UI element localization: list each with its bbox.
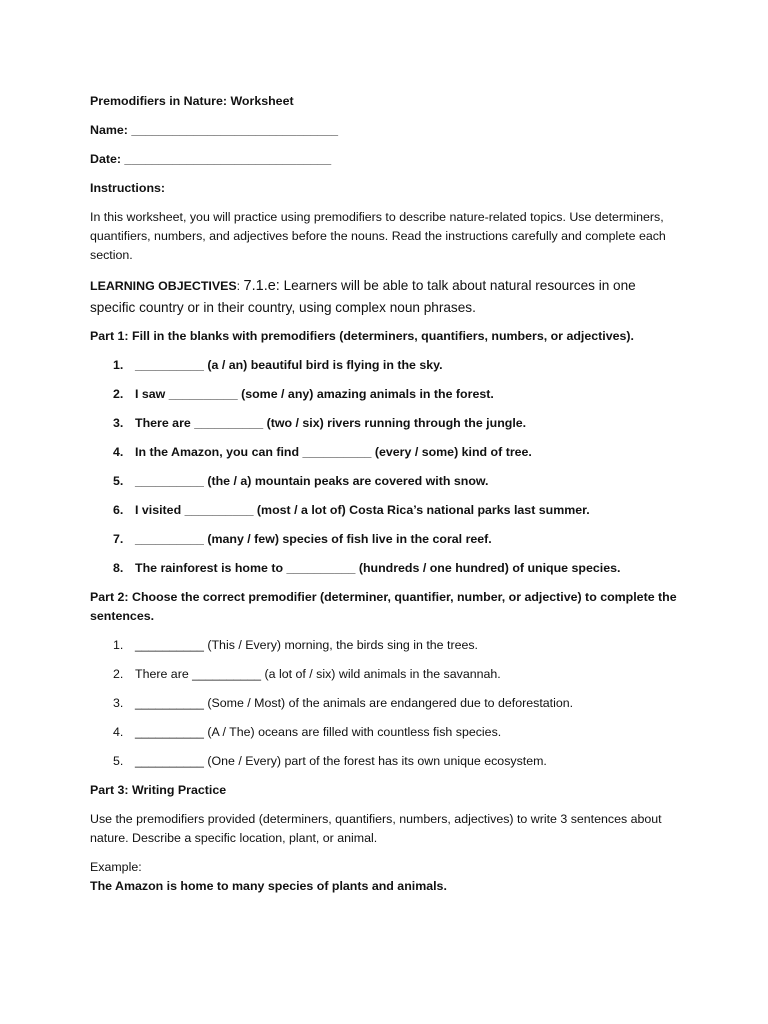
list-item <box>90 530 680 549</box>
instructions-text: In this worksheet, you will practice using premodifiers to describe nature-related topics. Use determiners, quantifiers, numbers, and adjectives before the nouns. Read the instructions carefully and complete each section. <box>90 210 666 262</box>
list-item <box>90 636 680 655</box>
list-item <box>90 414 680 433</box>
item-number: 3. <box>113 416 124 430</box>
item-text: The rainforest is home to __________ (hundreds / one hundred) of unique species. <box>135 561 621 575</box>
item-number: 4. <box>113 725 124 739</box>
item-text: __________ (One / Every) part of the forest has its own unique ecosystem. <box>135 754 547 768</box>
item-number: 5. <box>113 754 124 768</box>
part3-text: Use the premodifiers provided (determiners, quantifiers, numbers, adjectives) to write 3 sentences about nature. Describe a specific location, plant, or animal. <box>90 812 662 845</box>
item-text: __________ (a / an) beautiful bird is flying in the sky. <box>135 358 443 372</box>
list-item <box>90 501 680 520</box>
list-item <box>90 665 680 684</box>
list-item <box>90 472 680 491</box>
worksheet-title: Premodifiers in Nature: Worksheet <box>90 94 294 108</box>
item-number: 3. <box>113 696 124 710</box>
item-number: 5. <box>113 474 124 488</box>
list-item <box>90 356 680 375</box>
list-item <box>90 559 680 578</box>
learning-objectives <box>90 275 680 319</box>
item-number: 1. <box>113 358 124 372</box>
item-text: __________ (the / a) mountain peaks are covered with snow. <box>135 474 489 488</box>
item-number: 1. <box>113 638 124 652</box>
part2-list <box>90 636 680 771</box>
name-field-line: Name: ______________________________ <box>90 123 339 137</box>
item-text: __________ (This / Every) morning, the birds sing in the trees. <box>135 638 478 652</box>
list-item <box>90 385 680 404</box>
learning-objectives-code: 7.1.e: <box>243 278 280 294</box>
part1-heading: Part 1: Fill in the blanks with premodifiers (determiners, quantifiers, numbers, or adjectives). <box>90 329 634 343</box>
item-text: There are __________ (two / six) rivers running through the jungle. <box>135 416 527 430</box>
item-number: 2. <box>113 667 124 681</box>
item-text: __________ (A / The) oceans are filled with countless fish species. <box>135 725 502 739</box>
learning-objectives-text: Learners will be able to talk about natural resources in one specific country or in their country, using complex noun phrases. <box>90 278 636 315</box>
item-text: There are __________ (a lot of / six) wild animals in the savannah. <box>135 667 501 681</box>
item-text: I saw __________ (some / any) amazing animals in the forest. <box>135 387 494 401</box>
learning-objectives-label: LEARNING OBJECTIVES <box>90 279 237 293</box>
part3-heading: Part 3: Writing Practice <box>90 783 227 797</box>
item-text: In the Amazon, you can find __________ (every / some) kind of tree. <box>135 445 532 459</box>
item-number: 7. <box>113 532 124 546</box>
list-item <box>90 723 680 742</box>
item-number: 4. <box>113 445 124 459</box>
list-item <box>90 752 680 771</box>
item-number: 2. <box>113 387 124 401</box>
date-field-line: Date: ______________________________ <box>90 152 332 166</box>
item-text: I visited __________ (most / a lot of) Costa Rica’s national parks last summer. <box>135 503 590 517</box>
instructions-heading: Instructions: <box>90 181 166 195</box>
learning-objectives-colon: : <box>236 279 244 293</box>
item-number: 6. <box>113 503 124 517</box>
item-text: __________ (many / few) species of fish live in the coral reef. <box>135 532 492 546</box>
list-item <box>90 443 680 462</box>
list-item <box>90 694 680 713</box>
worksheet-content <box>90 92 680 906</box>
item-number: 8. <box>113 561 124 575</box>
example-text: The Amazon is home to many species of plants and animals. <box>90 879 447 893</box>
part1-list <box>90 356 680 578</box>
example-label: Example: <box>90 860 142 874</box>
item-text: __________ (Some / Most) of the animals are endangered due to deforestation. <box>135 696 574 710</box>
part2-heading: Part 2: Choose the correct premodifier (determiner, quantifier, number, or adjective) to complete the sentences. <box>90 590 677 623</box>
